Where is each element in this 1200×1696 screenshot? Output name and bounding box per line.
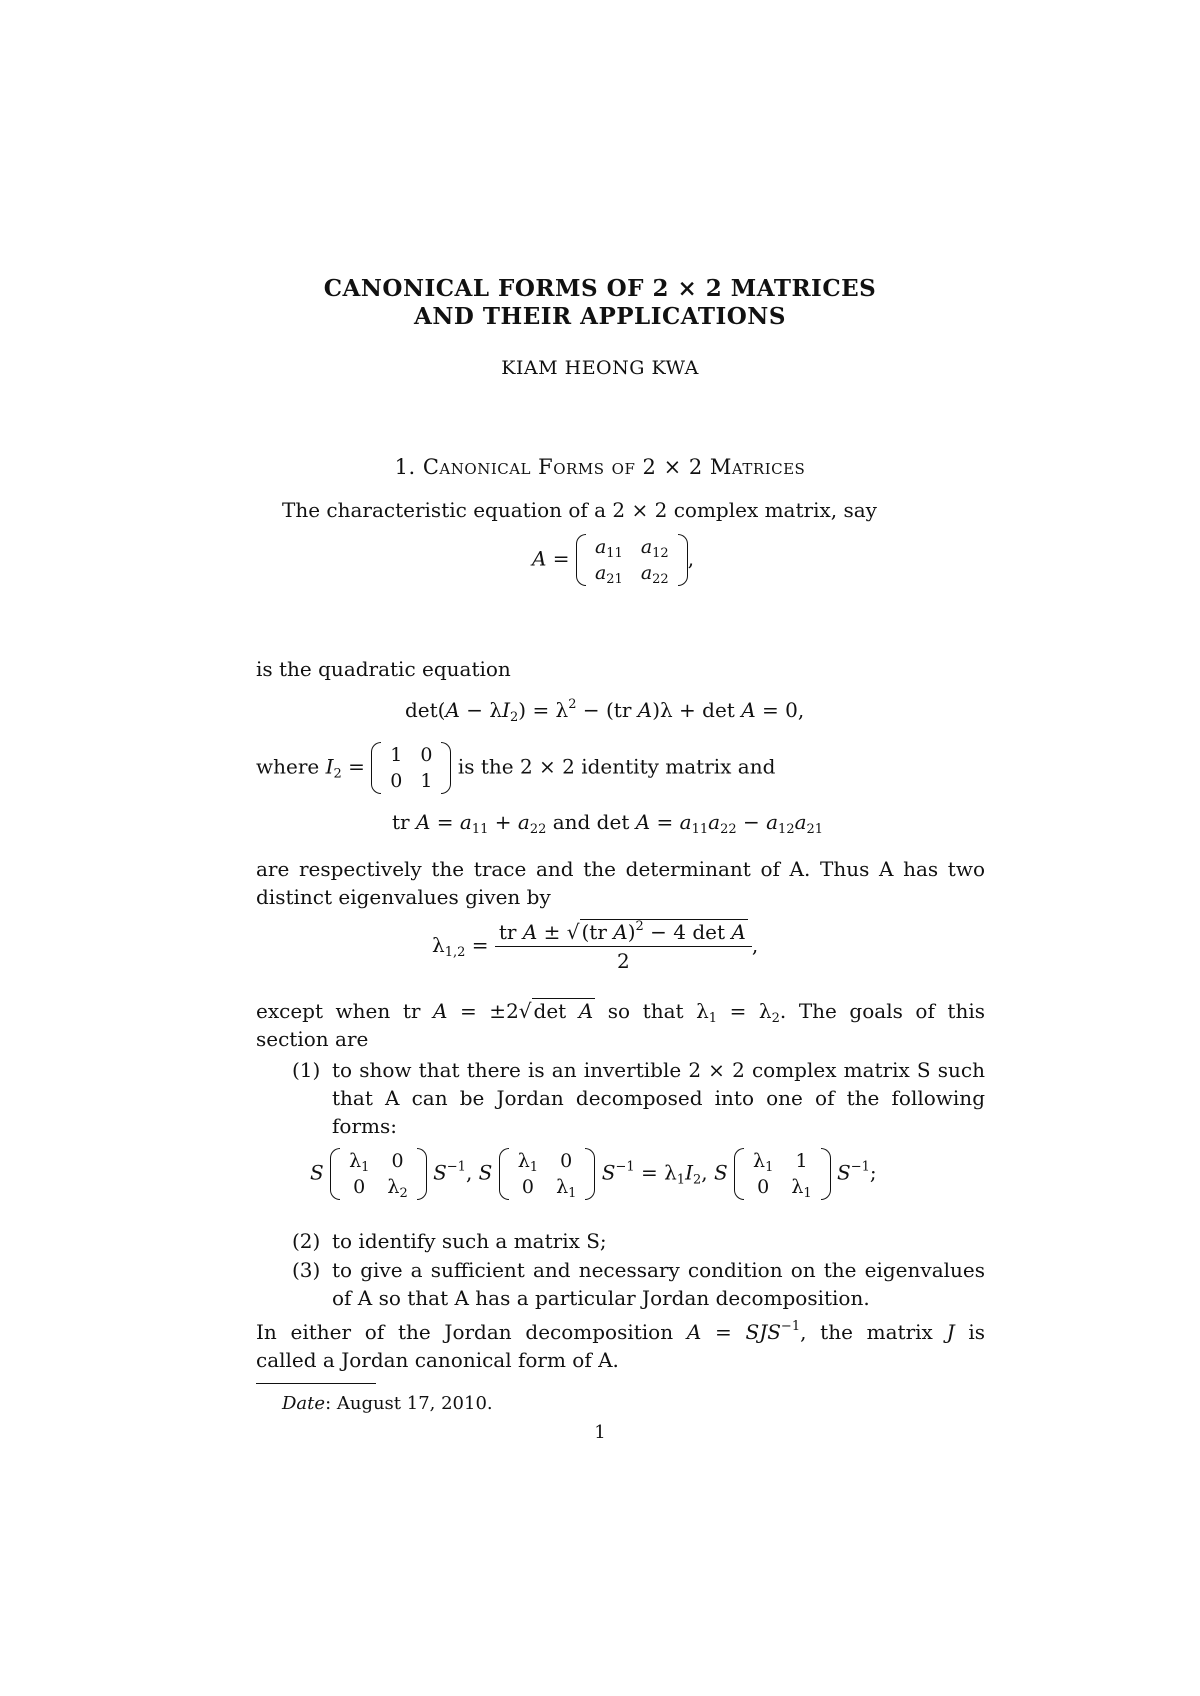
goal-2-line-1: to identify such a matrix S; xyxy=(332,1229,607,1253)
paragraph-identity: where $I_2$ = 1 0 0 1 is the 2 × 2 identity matrix and xyxy=(256,744,776,792)
equation-matrix-a: A = $a_{11}$ $a_{12}$ $a_{21}$ $a_{22}$ , xyxy=(532,536,695,587)
jordan-matrix-distinct: $\lambda_1$ 0 0 $\lambda_2$ xyxy=(330,1148,427,1200)
equation-trace-det: tr $A = a_{11} + a_{22}$ and $\det A = a_{11}a_{22} - a_{12}a_{21}$ xyxy=(392,810,824,837)
goal-1-line-3: forms: xyxy=(332,1114,397,1138)
goal-1-number: (1) xyxy=(292,1058,321,1082)
footnote-rule xyxy=(256,1383,376,1384)
identity-matrix: 1 0 0 1 xyxy=(371,742,451,794)
page-number: 1 xyxy=(594,1422,606,1443)
jordan-matrix-scalar: $\lambda_1$ 0 0 $\lambda_1$ xyxy=(499,1148,596,1200)
paragraph-except-line-2: section are xyxy=(256,1027,369,1051)
paragraph-jordan-line-1: In either of the Jordan decomposition $A = SJS^{-1}$, the matrix J is xyxy=(256,1319,985,1344)
footnote-label: Date xyxy=(282,1393,326,1414)
jordan-matrix-block: $\lambda_1$ 1 0 $\lambda_1$ xyxy=(734,1148,831,1200)
equation-jordan-forms: S $\lambda_1$ 0 0 $\lambda_2$ $S^{-1}$, S $\lambda_1$ 0 0 $\lambda_1$ $S^{-1} = \lambda_1I_2$, S $\lambda_1$ 1 0 $\lambda_1$ $S^{-1}$; xyxy=(310,1150,877,1201)
title-line-1: CANONICAL FORMS OF 2 × 2 MATRICES xyxy=(323,275,877,302)
goal-2-number: (2) xyxy=(292,1229,321,1253)
where-label: where xyxy=(256,754,320,779)
equation-eigenvalues: $\lambda_{1,2}$ = $\frac{tr A \pm √ (tr A)^2 - 4 \det A}{2}$ , xyxy=(432,919,759,973)
footnote xyxy=(282,1393,493,1414)
paragraph-characteristic: The characteristic equation of a 2 × 2 complex matrix, say xyxy=(282,498,877,522)
paragraph-trace-line-2: distinct eigenvalues given by xyxy=(256,885,551,909)
goal-3-line-2: of A so that A has a particular Jordan decomposition. xyxy=(332,1286,870,1310)
goal-3-number: (3) xyxy=(292,1258,321,1282)
goal-1-line-1: to show that there is an invertible 2 × 2 complex matrix S such xyxy=(332,1058,985,1082)
identity-description: is the 2 × 2 identity matrix and xyxy=(457,754,776,779)
goal-3-line-1: to give a sufficient and necessary condition on the eigenvalues xyxy=(332,1258,985,1282)
author: KIAM HEONG KWA xyxy=(501,357,699,379)
paragraph-except-line-1: except when tr A = ±2√ det A so that $\lambda_1 = \lambda_2$. The goals of this xyxy=(256,999,985,1026)
goal-1-line-2: that A can be Jordan decomposed into one of the following xyxy=(332,1086,985,1110)
matrix-a: $a_{11}$ $a_{12}$ $a_{21}$ $a_{22}$ xyxy=(576,534,688,586)
equation-characteristic: $\det(A - \lambda I_2) = \lambda^2 - (tr$ A)λ + det A = 0, xyxy=(405,697,805,725)
footnote-text: : August 17, 2010. xyxy=(325,1393,493,1414)
paragraph-trace-line-1: are respectively the trace and the determinant of A. Thus A has two xyxy=(256,857,985,881)
eigenvalue-fraction: $\frac{tr A \pm √ (tr A)^2 - 4 \det A}{2}$ xyxy=(495,920,752,973)
paragraph-quadratic: is the quadratic equation xyxy=(256,657,511,681)
section-heading: 1. Canonical Forms of 2 × 2 Matrices xyxy=(394,455,806,479)
paragraph-jordan-line-2: called a Jordan canonical form of A. xyxy=(256,1348,619,1372)
title-line-2: AND THEIR APPLICATIONS xyxy=(414,303,786,330)
